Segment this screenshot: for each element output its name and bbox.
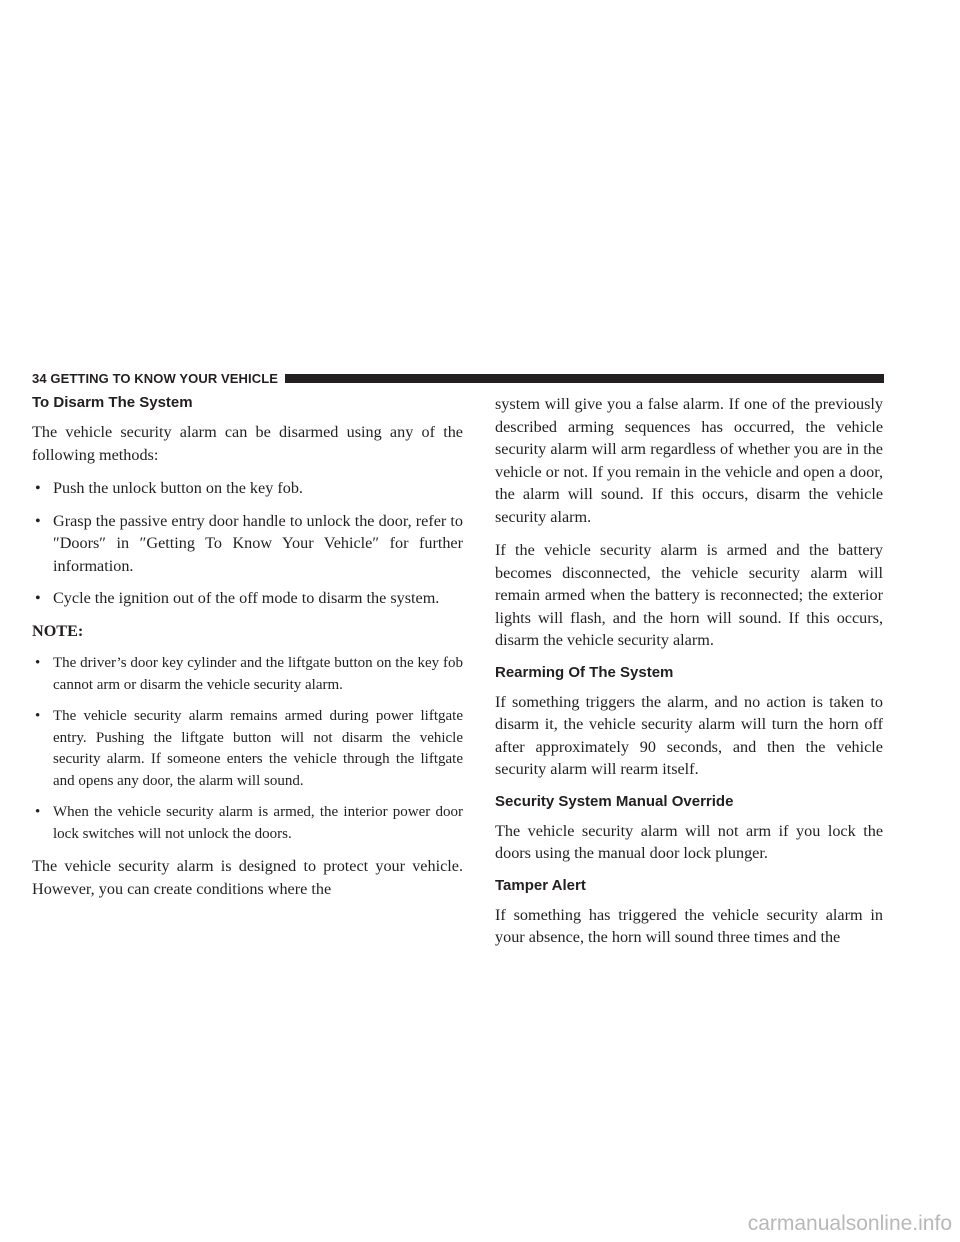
list-item — [32, 706, 463, 792]
list-item-text: Grasp the passive entry door handle to unlock the door, refer to ″Doors″ in ″Getting To Know Your Vehicle″ for further information. — [53, 511, 463, 575]
battery-paragraph: If the vehicle security alarm is armed and the battery becomes disconnected, the vehicle security alarm will remain armed when the battery is reconnected; the exterior lights will flash, and the horn will sound. If this occurs, disarm the vehicle security alarm. — [495, 541, 883, 649]
false-alarm-paragraph: system will give you a false alarm. If one of the previously described arming sequences has occurred, the vehicle security alarm will arm regardless of whether you are in the vehicle or not. If you remain in the vehicle and open a door, the alarm will sound. If this occurs, disarm the vehicle security alarm. — [495, 395, 883, 526]
list-item-text: The driver’s door key cylinder and the liftgate button on the key fob cannot arm or disarm the vehicle security alarm. — [53, 655, 463, 693]
tamper-paragraph: If something has triggered the vehicle security alarm in your absence, the horn will sound three times and the — [495, 905, 883, 946]
header-rule — [285, 374, 884, 383]
section-title: GETTING TO KNOW YOUR VEHICLE — [50, 370, 279, 386]
override-heading: Security System Manual Override — [495, 792, 734, 810]
bullet-icon: • — [35, 655, 41, 671]
bullet-icon: • — [35, 511, 41, 530]
list-item — [32, 510, 463, 578]
bullet-icon: • — [35, 708, 41, 724]
list-item-text: Push the unlock button on the key fob. — [53, 479, 303, 497]
bullet-icon: • — [35, 479, 41, 497]
running-header — [32, 371, 285, 386]
override-paragraph: The vehicle security alarm will not arm if you lock the doors using the manual door lock plunger. — [495, 821, 883, 862]
rearming-heading: Rearming Of The System — [495, 663, 674, 681]
bullet-icon: • — [35, 589, 41, 607]
list-item — [32, 587, 463, 610]
watermark: carmanualsonline.info — [747, 1212, 952, 1235]
note-label: NOTE: — [32, 621, 84, 640]
notes-list — [32, 653, 463, 845]
rearming-paragraph: If something triggers the alarm, and no action is taken to disarm it, the vehicle security alarm will turn the horn off after approximately 90 seconds, and then the vehicle security alarm will rearm itself. — [495, 692, 883, 778]
list-item — [32, 653, 463, 696]
bullet-icon: • — [35, 804, 41, 820]
list-item — [32, 802, 463, 845]
closing-paragraph: The vehicle security alarm is designed to protect your vehicle. However, you can create conditions where the — [32, 857, 463, 898]
list-item — [32, 477, 463, 500]
page-header — [32, 370, 884, 386]
disarm-intro: The vehicle security alarm can be disarmed using any of the following methods: — [32, 423, 463, 464]
right-column — [495, 393, 883, 960]
disarm-heading: To Disarm The System — [32, 394, 193, 411]
disarm-methods-list — [32, 477, 463, 610]
left-column — [32, 393, 463, 911]
list-item-text: The vehicle security alarm remains armed during power liftgate entry. Pushing the liftgate button will not disarm the vehicle security alarm. If someone enters the vehicle through the liftgate and opens any door, the alarm will sound. — [53, 708, 463, 789]
list-item-text: Cycle the ignition out of the off mode to disarm the system. — [53, 589, 440, 607]
page-number: 34 — [32, 370, 47, 386]
tamper-heading: Tamper Alert — [495, 876, 586, 894]
list-item-text: When the vehicle security alarm is armed, the interior power door lock switches will not unlock the doors. — [53, 804, 463, 842]
